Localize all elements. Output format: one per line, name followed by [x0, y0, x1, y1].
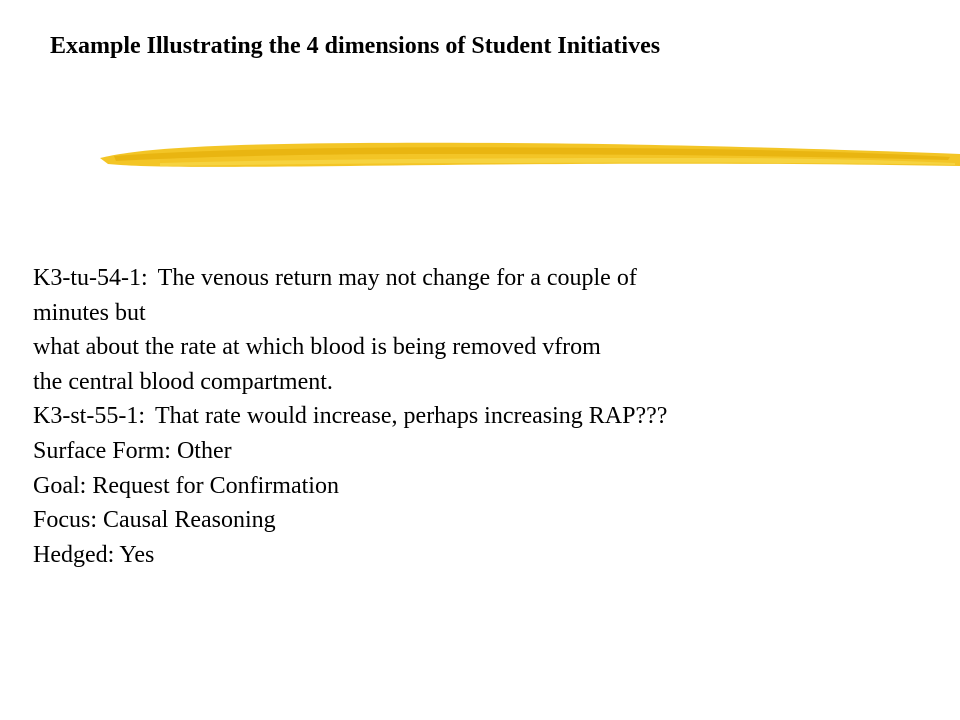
dialogue-line — [33, 261, 933, 296]
dialogue-line: the central blood compartment. — [33, 368, 333, 395]
annotation-surface-form: Surface Form: Other — [33, 437, 232, 464]
annotation-focus: Focus: Causal Reasoning — [33, 507, 276, 534]
dialogue-line — [33, 399, 933, 434]
highlighter-stroke-decoration — [100, 136, 960, 180]
dialogue-line: minutes but — [33, 299, 146, 326]
speaker-id: K3-st-55-1: — [33, 403, 145, 430]
dialogue-line: what about the rate at which blood is being removed vfrom — [33, 334, 601, 361]
annotation-hedged: Hedged: Yes — [33, 541, 155, 568]
utterance-text: That rate would increase, perhaps increasing RAP??? — [154, 403, 668, 430]
annotation-goal: Goal: Request for Confirmation — [33, 472, 339, 499]
slide-title: Example Illustrating the 4 dimensions of Student Initiatives — [50, 33, 661, 59]
utterance-text: The venous return may not change for a couple of — [157, 265, 637, 291]
slide-body — [33, 261, 933, 572]
speaker-id: K3-tu-54-1: — [33, 265, 148, 291]
